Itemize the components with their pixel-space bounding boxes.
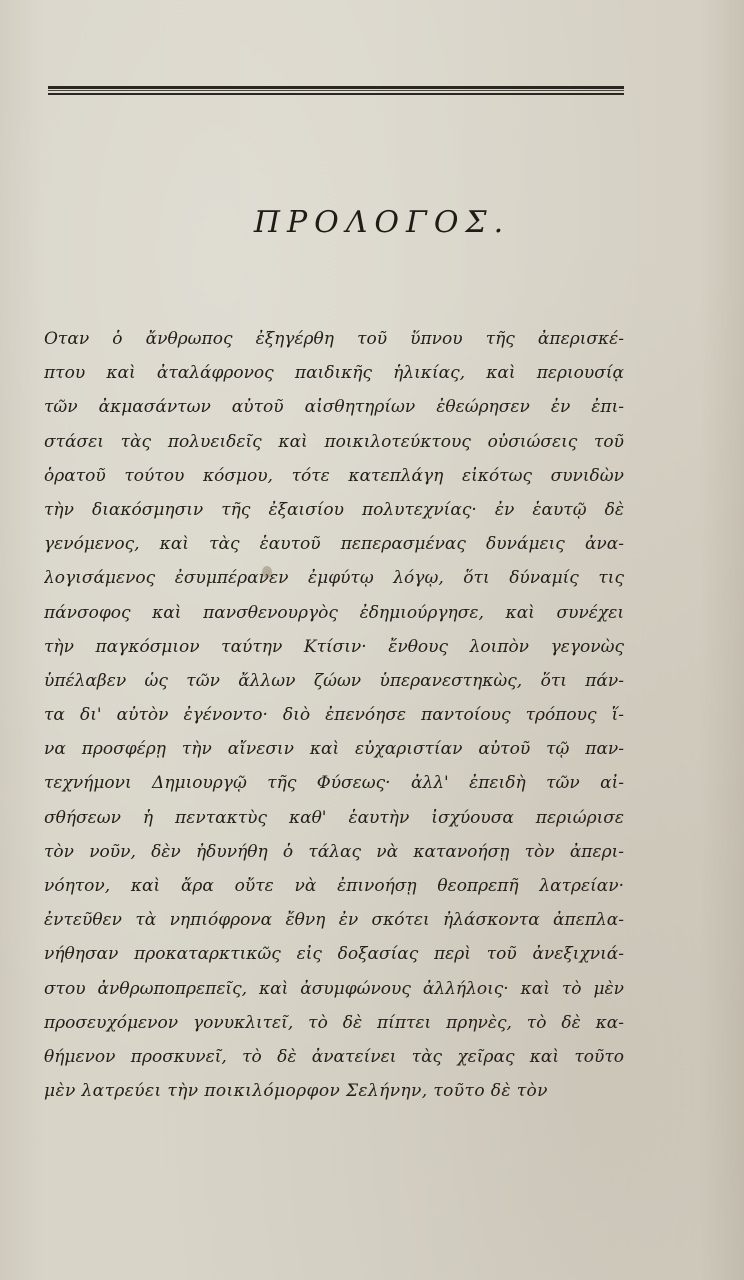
- body-text: [44, 322, 624, 1108]
- page-title: ΠΡΟΛΟΓΟΣ.: [253, 205, 511, 240]
- text-line: Οταν ὁ ἄνθρωπος ἐξηγέρθη τοῦ ὕπνου τῆς ἀπερισκέ-: [44, 329, 624, 349]
- text-line: θήμενον προσκυνεῖ, τὸ δὲ ἀνατείνει τὰς χεῖρας καὶ τοῦτο: [44, 1046, 624, 1067]
- text-line: τεχνήμονι Δημιουργῷ τῆς Φύσεως· ἀλλ' ἐπειδὴ τῶν αἰ-: [44, 773, 624, 794]
- text-line: λογισάμενος ἐσυμπέρανεν ἐμφύτῳ λόγῳ, ὅτι δύναμίς τις: [44, 568, 624, 589]
- text-line: στάσει τὰς πολυειδεῖς καὶ ποικιλοτεύκτους οὐσιώσεις τοῦ: [44, 431, 624, 452]
- text-line: στου ἀνθρωποπρεπεῖς, καὶ ἀσυμφώνους ἀλλήλοις· καὶ τὸ μὲν: [44, 978, 624, 999]
- text-line: τα δι' αὐτὸν ἐγένοντο· διὸ ἐπενόησε παντοίους τρόπους ἵ-: [44, 705, 624, 726]
- text-line: να προσφέρῃ τὴν αἴνεσιν καὶ εὐχαριστίαν αὐτοῦ τῷ παν-: [44, 739, 624, 760]
- text-line: μὲν λατρεύει τὴν ποικιλόμορφον Σελήνην, τοῦτο δὲ τὸν: [44, 1081, 548, 1102]
- text-line: σθήσεων ἡ πεντακτὺς καθ' ἑαυτὴν ἰσχύουσα περιώρισε: [44, 807, 624, 828]
- text-line: προσευχόμενον γονυκλιτεῖ, τὸ δὲ πίπτει πρηνὲς, τὸ δὲ κα-: [44, 1012, 624, 1033]
- text-line: ὁρατοῦ τούτου κόσμου, τότε κατεπλάγη εἰκότως συνιδὼν: [44, 465, 624, 486]
- text-line: γενόμενος, καὶ τὰς ἑαυτοῦ πεπερασμένας δυνάμεις ἀνα-: [44, 534, 624, 555]
- text-line: πάνσοφος καὶ πανσθενουργὸς ἐδημιούργησε, καὶ συνέχει: [44, 602, 624, 623]
- text-line: τὴν παγκόσμιον ταύτην Κτίσιν· ἔνθους λοιπὸν γεγονὼς: [44, 636, 624, 657]
- text-line: τὴν διακόσμησιν τῆς ἐξαισίου πολυτεχνίας· ἐν ἑαυτῷ δὲ: [44, 499, 624, 520]
- text-line: νήθησαν προκαταρκτικῶς εἰς δοξασίας περὶ τοῦ ἀνεξιχνιά-: [44, 944, 624, 965]
- text-line: τῶν ἀκμασάντων αὐτοῦ αἰσθητηρίων ἐθεώρησεν ἐν ἐπι-: [44, 397, 624, 418]
- text-line: τὸν νοῦν, δὲν ἠδυνήθη ὁ τάλας νὰ κατανοήσῃ τὸν ἀπερι-: [44, 841, 624, 862]
- text-line: ὑπέλαβεν ὡς τῶν ἄλλων ζώων ὑπερανεστηκὼς, ὅτι πάν-: [44, 670, 624, 691]
- paper-stain: [262, 566, 272, 578]
- header-rule: [48, 86, 624, 95]
- text-line: νόητον, καὶ ἄρα οὔτε νὰ ἐπινοήσῃ θεοπρεπῆ λατρείαν·: [44, 876, 624, 896]
- text-line: ἐντεῦθεν τὰ νηπιόφρονα ἔθνη ἐν σκότει ἠλάσκοντα ἀπεπλα-: [44, 910, 624, 931]
- text-line: πτου καὶ ἀταλάφρονος παιδικῆς ἡλικίας, καὶ περιουσίᾳ: [44, 363, 624, 384]
